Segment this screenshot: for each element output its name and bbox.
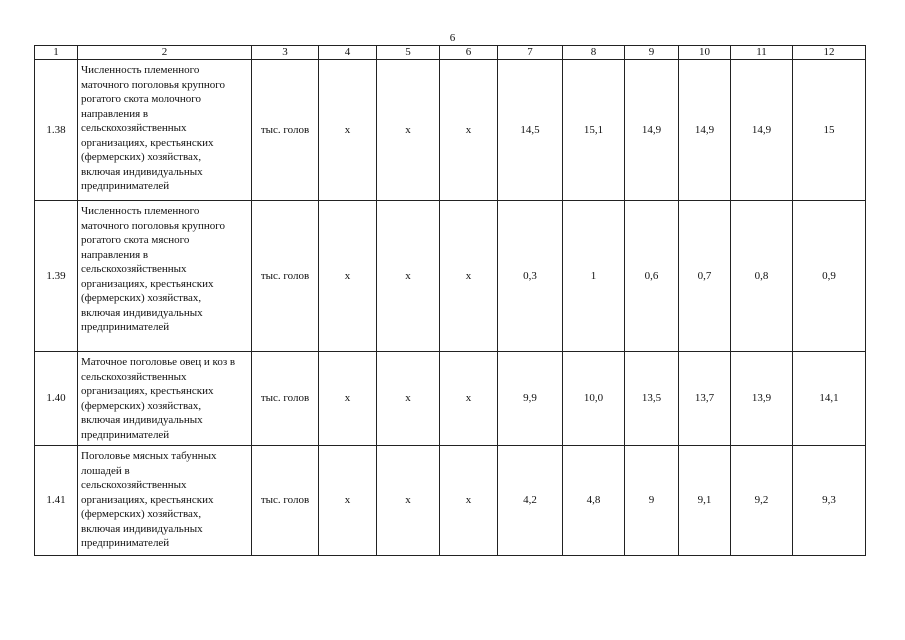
value-cell: x bbox=[319, 352, 377, 446]
header-row bbox=[35, 46, 866, 60]
value-cell: x bbox=[440, 201, 498, 352]
value-cell: 0,8 bbox=[731, 201, 793, 352]
description-line: сельскохозяйственных bbox=[81, 479, 187, 491]
column-header: 5 bbox=[377, 46, 440, 60]
column-header: 1 bbox=[35, 46, 78, 60]
value-cell: 9,9 bbox=[498, 352, 563, 446]
table-row bbox=[35, 446, 866, 556]
description-line: предпринимателей bbox=[81, 321, 170, 333]
data-table bbox=[34, 45, 866, 556]
value-cell: 15,1 bbox=[563, 60, 625, 201]
value-cell: 4,8 bbox=[563, 446, 625, 556]
value-cell: x bbox=[440, 60, 498, 201]
column-header: 9 bbox=[625, 46, 679, 60]
unit-cell: тыс. голов bbox=[252, 446, 319, 556]
column-header: 7 bbox=[498, 46, 563, 60]
description-line: Маточное поголовье овец и коз в bbox=[81, 356, 236, 368]
value-cell: x bbox=[440, 352, 498, 446]
value-cell: 0,3 bbox=[498, 201, 563, 352]
value-cell: 1 bbox=[563, 201, 625, 352]
column-header: 4 bbox=[319, 46, 377, 60]
column-header: 6 bbox=[440, 46, 498, 60]
description-line: (фермерских) хозяйствах, bbox=[81, 292, 202, 304]
row-description bbox=[78, 201, 252, 352]
value-cell: x bbox=[319, 446, 377, 556]
description-line: маточного поголовья крупного bbox=[81, 219, 225, 232]
column-header: 11 bbox=[731, 46, 793, 60]
value-cell: 14,9 bbox=[625, 60, 679, 201]
row-description bbox=[78, 352, 252, 446]
value-cell: 9,1 bbox=[679, 446, 731, 556]
description-line: включая индивидуальных bbox=[81, 306, 203, 319]
unit-cell: тыс. голов bbox=[252, 60, 319, 201]
description-line: (фермерских) хозяйствах, bbox=[81, 399, 202, 412]
description-line: сельскохозяйственных bbox=[81, 122, 187, 134]
value-cell: 14,9 bbox=[731, 60, 793, 201]
value-cell: 14,9 bbox=[679, 60, 731, 201]
description-line: маточного поголовья крупного bbox=[81, 78, 225, 91]
row-description bbox=[78, 446, 252, 556]
value-cell: 9,3 bbox=[793, 446, 866, 556]
value-cell: 15 bbox=[793, 60, 866, 201]
value-cell: x bbox=[440, 446, 498, 556]
value-cell: 0,6 bbox=[625, 201, 679, 352]
description-line: организациях, крестьянских bbox=[81, 385, 214, 397]
value-cell: 0,9 bbox=[793, 201, 866, 352]
unit-cell: тыс. голов bbox=[252, 201, 319, 352]
table-row bbox=[35, 352, 866, 446]
value-cell: 14,5 bbox=[498, 60, 563, 201]
value-cell: 9,2 bbox=[731, 446, 793, 556]
value-cell: x bbox=[377, 352, 440, 446]
value-cell: 13,9 bbox=[731, 352, 793, 446]
value-cell: 9 bbox=[625, 446, 679, 556]
description-line: Численность племенного bbox=[81, 64, 200, 76]
value-cell: 13,7 bbox=[679, 352, 731, 446]
description-line: включая индивидуальных bbox=[81, 165, 203, 178]
column-header: 8 bbox=[563, 46, 625, 60]
description-line: предпринимателей bbox=[81, 537, 170, 549]
value-cell: x bbox=[377, 201, 440, 352]
table-row bbox=[35, 60, 866, 201]
row-number: 1.39 bbox=[35, 201, 78, 352]
row-description bbox=[78, 60, 252, 201]
value-cell: x bbox=[319, 60, 377, 201]
description-line: (фермерских) хозяйствах, bbox=[81, 508, 202, 520]
description-line: предпринимателей bbox=[81, 428, 170, 441]
row-number: 1.40 bbox=[35, 352, 78, 446]
description-line: рогатого скота мясного bbox=[81, 234, 190, 246]
value-cell: x bbox=[377, 446, 440, 556]
description-line: рогатого скота молочного bbox=[81, 93, 202, 105]
description-line: Численность племенного bbox=[81, 205, 200, 217]
description-line: организациях, крестьянских bbox=[81, 136, 214, 149]
value-cell: x bbox=[319, 201, 377, 352]
value-cell: x bbox=[377, 60, 440, 201]
description-line: Поголовье мясных табунных bbox=[81, 450, 217, 462]
value-cell: 10,0 bbox=[563, 352, 625, 446]
page-number: 6 bbox=[449, 32, 456, 44]
description-line: включая индивидуальных bbox=[81, 414, 203, 426]
description-line: направления в bbox=[81, 248, 149, 261]
description-line: (фермерских) хозяйствах, bbox=[81, 151, 202, 163]
row-number: 1.41 bbox=[35, 446, 78, 556]
description-line: организациях, крестьянских bbox=[81, 277, 214, 290]
table-row bbox=[35, 201, 866, 352]
value-cell: 14,1 bbox=[793, 352, 866, 446]
description-line: организациях, крестьянских bbox=[81, 493, 214, 506]
unit-cell: тыс. голов bbox=[252, 352, 319, 446]
description-line: направления в bbox=[81, 107, 149, 120]
row-number: 1.38 bbox=[35, 60, 78, 201]
column-header: 10 bbox=[679, 46, 731, 60]
column-header: 12 bbox=[793, 46, 866, 60]
description-line: предпринимателей bbox=[81, 180, 170, 192]
description-line: сельскохозяйственных bbox=[81, 263, 187, 275]
description-line: включая индивидуальных bbox=[81, 522, 203, 535]
column-header: 3 bbox=[252, 46, 319, 60]
description-line: лошадей в bbox=[81, 464, 130, 477]
value-cell: 13,5 bbox=[625, 352, 679, 446]
value-cell: 0,7 bbox=[679, 201, 731, 352]
description-line: сельскохозяйственных bbox=[81, 370, 187, 383]
column-header: 2 bbox=[78, 46, 252, 60]
value-cell: 4,2 bbox=[498, 446, 563, 556]
